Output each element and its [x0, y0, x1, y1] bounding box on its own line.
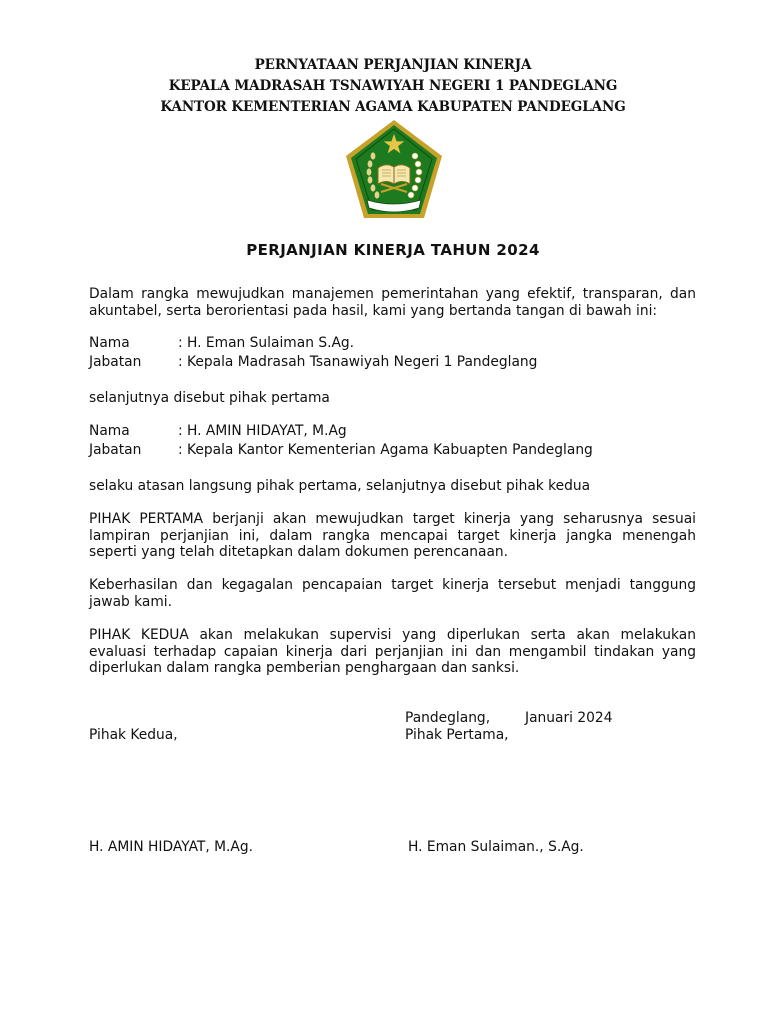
signature-left-label: Pihak Kedua, — [89, 727, 178, 743]
paragraph-pihak-pertama: PIHAK PERTAMA berjanji akan mewujudkan target kinerja yang seharusnya sesuai lampiran perjanjian ini, dalam rangka mencapai target kinerja jangka menengah seperti yang telah ditetapkan dalam dokumen perencanaan. — [89, 511, 696, 561]
header-line-3: KANTOR KEMENTERIAN AGAMA KABUPATEN PANDEGLANG — [160, 99, 626, 115]
intro-paragraph: Dalam rangka mewujudkan manajemen pemerintahan yang efektif, transparan, dan akuntabel, serta berorientasi pada hasil, kami yang bertanda tangan di bawah ini: — [89, 286, 696, 319]
party1-name-label: Nama — [89, 335, 130, 351]
signature-left-name: H. AMIN HIDAYAT, M.Ag. — [89, 839, 254, 855]
header-line-1: PERNYATAAN PERJANJIAN KINERJA — [254, 57, 532, 73]
signature-right-label: Pihak Pertama, — [405, 727, 509, 743]
signature-date: Januari 2024 — [525, 710, 613, 726]
party2-name-value: : H. AMIN HIDAYAT, M.Ag — [178, 423, 347, 439]
document-title: PERJANJIAN KINERJA TAHUN 2024 — [246, 241, 540, 259]
signature-place: Pandeglang, — [405, 710, 491, 726]
paragraph-keberhasilan: Keberhasilan dan kegagalan pencapaian target kinerja tersebut menjadi tanggung jawab kami. — [89, 577, 696, 610]
signature-right-name: H. Eman Sulaiman., S.Ag. — [408, 839, 584, 855]
kemenag-emblem-logo — [343, 118, 445, 222]
paragraph-pihak-kedua: PIHAK KEDUA akan melakukan supervisi yang diperlukan serta akan melakukan evaluasi terhadap capaian kinerja dari perjanjian ini dan mengambil tindakan yang diperlukan dalam rangka pemberian penghargaan dan sanksi. — [89, 627, 696, 677]
party2-position-label: Jabatan — [89, 442, 142, 458]
party2-position-value: : Kepala Kantor Kementerian Agama Kabuapten Pandeglang — [178, 442, 593, 458]
party2-name-label: Nama — [89, 423, 130, 439]
party1-name-value: : H. Eman Sulaiman S.Ag. — [178, 335, 355, 351]
header-line-2: KEPALA MADRASAH TSNAWIYAH NEGERI 1 PANDEGLANG — [168, 78, 618, 94]
party1-designation: selanjutnya disebut pihak pertama — [89, 390, 330, 406]
party2-designation: selaku atasan langsung pihak pertama, selanjutnya disebut pihak kedua — [89, 478, 591, 494]
party1-position-value: : Kepala Madrasah Tsanawiyah Negeri 1 Pandeglang — [178, 354, 538, 370]
party1-position-label: Jabatan — [89, 354, 142, 370]
document-header — [0, 55, 768, 118]
